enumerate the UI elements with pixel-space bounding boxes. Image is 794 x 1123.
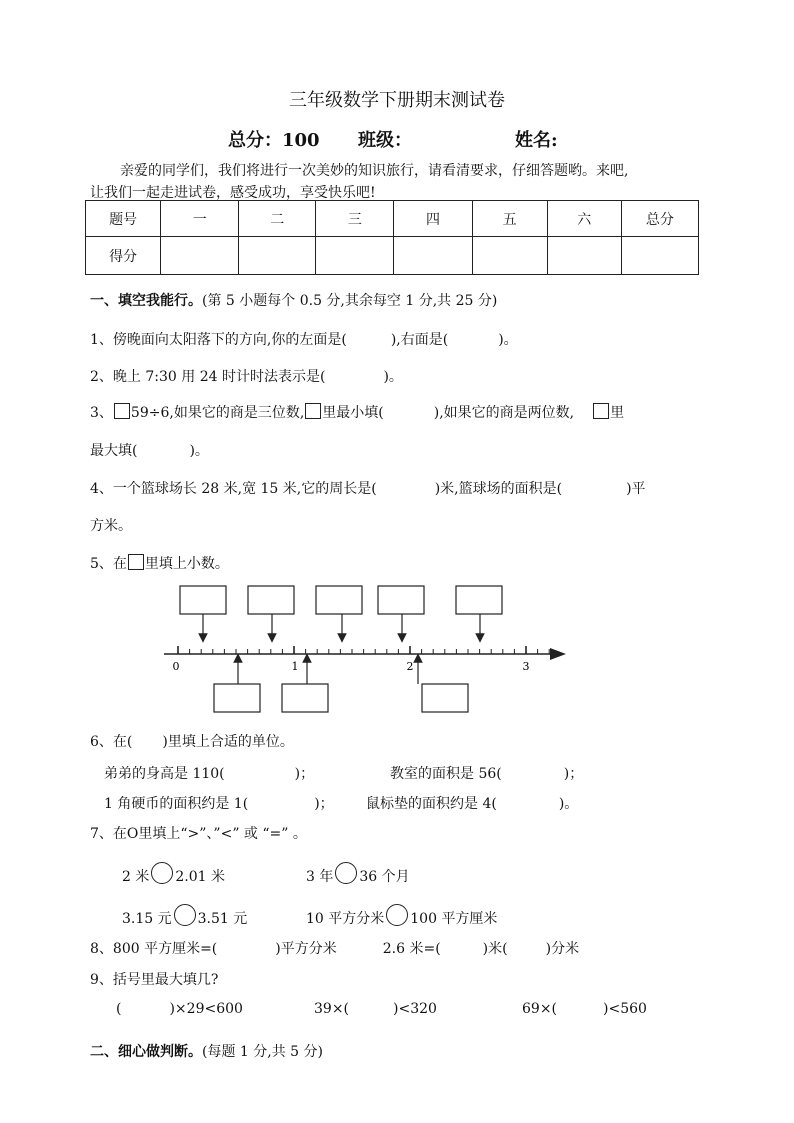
q6-text: )； — [563, 766, 584, 782]
table-header-cell: 三 — [316, 201, 394, 237]
q1-text: )。 — [498, 332, 518, 348]
compare-circle[interactable] — [335, 862, 357, 884]
q5-text: 5、在 — [90, 556, 127, 572]
q8-text: 2.6 米=( — [382, 941, 441, 957]
score-cell[interactable] — [621, 237, 698, 275]
question-9-expr-3 — [522, 1001, 647, 1017]
q6-text: 6、在( — [90, 734, 133, 750]
question-1 — [90, 329, 518, 349]
bottom-answer-boxes — [214, 658, 468, 712]
compare-pair-4 — [306, 904, 497, 928]
table-header-cell: 二 — [239, 201, 316, 237]
q7-text: 3.51 元 — [197, 911, 248, 927]
table-header-cell: 五 — [472, 201, 547, 237]
q6-text: )里填上合适的单位。 — [162, 734, 294, 750]
question-6-row-1-right — [390, 763, 583, 783]
q7-text: 36 个月 — [359, 869, 410, 885]
score-cell[interactable] — [316, 237, 394, 275]
question-9-expr-2 — [314, 1001, 437, 1017]
q6-text: )； — [294, 766, 315, 782]
number-line-diagram — [150, 580, 580, 720]
answer-box[interactable] — [214, 684, 260, 712]
q3-text: 里 — [610, 405, 625, 421]
intro-line-2: 让我们一起走进试卷，感受成功，享受快乐吧! — [90, 185, 376, 201]
tick-label: 0 — [172, 660, 180, 673]
score-table-header-row — [86, 201, 699, 237]
question-3 — [90, 402, 624, 422]
q4-text: )平 — [626, 481, 646, 497]
question-8 — [90, 938, 579, 958]
q4-text: )米,篮球场的面积是( — [434, 481, 563, 497]
square-box[interactable] — [593, 403, 609, 419]
q7-text: 10 平方分米 — [306, 911, 385, 927]
q3-text: 59÷6,如果它的商是三位数, — [130, 405, 305, 421]
square-box — [128, 554, 144, 570]
compare-pair-3 — [122, 904, 247, 928]
name-label: 姓名: — [515, 130, 558, 151]
table-header-cell: 总分 — [621, 201, 698, 237]
q8-text: )平方分米 — [275, 941, 337, 957]
compare-circle[interactable] — [386, 904, 408, 926]
q9-text: 39×( — [314, 1001, 350, 1017]
q9-text: )<320 — [393, 1001, 437, 1017]
square-box[interactable] — [305, 403, 321, 419]
q7-text: 100 平方厘米 — [410, 911, 498, 927]
q7-text: 2.01 米 — [175, 869, 225, 885]
score-table-score-row — [86, 237, 699, 275]
answer-box[interactable] — [180, 586, 226, 614]
score-cell[interactable] — [394, 237, 472, 275]
score-cell[interactable] — [161, 237, 239, 275]
compare-circle[interactable] — [151, 862, 173, 884]
question-9: 9、括号里最大填几? — [90, 972, 219, 988]
tick-label: 2 — [406, 660, 414, 673]
q9-text: )<560 — [603, 1001, 647, 1017]
q3-text: 3、 — [90, 405, 113, 421]
tick-label: 3 — [522, 660, 530, 673]
number-line-ticks — [178, 646, 549, 654]
q3-text: )。 — [189, 443, 209, 459]
table-header-cell: 一 — [161, 201, 239, 237]
number-line-arrowhead — [550, 648, 566, 660]
q4-text: 4、一个篮球场长 28 米,宽 15 米,它的周长是( — [90, 481, 377, 497]
q6-text: 教室的面积是 56( — [390, 766, 502, 782]
question-2 — [90, 366, 403, 386]
top-answer-boxes — [180, 586, 502, 638]
square-box[interactable] — [114, 403, 130, 419]
question-4-line-2: 方米。 — [90, 518, 132, 534]
q8-text: )米( — [482, 941, 508, 957]
q9-text: )×29<600 — [169, 1001, 243, 1017]
q6-text: )。 — [558, 796, 579, 812]
section-1-title: 一、填空我能行。 — [90, 293, 202, 309]
class-label: 班级： — [358, 130, 412, 151]
score-cell[interactable] — [239, 237, 316, 275]
answer-box[interactable] — [316, 586, 362, 614]
answer-box[interactable] — [248, 586, 294, 614]
question-6 — [90, 731, 294, 751]
q7-text: 2 米 — [122, 869, 150, 885]
section-2-title: 二、细心做判断。 — [90, 1044, 202, 1060]
compare-circle[interactable] — [174, 904, 196, 926]
table-row-label: 得分 — [86, 237, 161, 275]
question-4 — [90, 478, 646, 498]
answer-box[interactable] — [456, 586, 502, 614]
q3-text: 最大填( — [90, 443, 138, 459]
answer-box[interactable] — [282, 684, 328, 712]
question-5 — [90, 553, 229, 573]
section-2-note: (每题 1 分,共 5 分) — [202, 1044, 323, 1060]
q7-text: 3 年 — [306, 869, 334, 885]
tick-label: 1 — [291, 660, 299, 673]
q6-text: 1 角硬币的面积约是 1( — [104, 796, 249, 812]
question-6-row-2-right — [366, 793, 578, 813]
table-header-cell: 六 — [547, 201, 621, 237]
compare-pair-2 — [306, 862, 410, 886]
question-7: 7、在O里填上“>”、”<” 或 “=” 。 — [90, 826, 307, 842]
q6-text: )； — [314, 796, 334, 812]
total-score-label: 总分：100 — [228, 130, 320, 151]
q6-text: 弟弟的身高是 110( — [104, 766, 225, 782]
intro-line-1: 亲爱的同学们，我们将进行一次美妙的知识旅行，请看清要求，仔细答题哟。来吧, — [120, 163, 629, 179]
q3-text: 里最小填( — [322, 405, 384, 421]
q1-text: ),右面是( — [390, 332, 449, 348]
compare-pair-1 — [122, 862, 225, 886]
table-header-cell: 题号 — [86, 201, 161, 237]
question-9-expr-1 — [116, 1001, 243, 1017]
q5-text: 里填上小数。 — [144, 556, 229, 572]
section-1-note: (第 5 小题每个 0.5 分,其余每空 1 分,共 25 分) — [202, 293, 498, 309]
question-6-row-1 — [104, 763, 314, 783]
q7-text: 3.15 元 — [122, 911, 172, 927]
q8-text: )分米 — [545, 941, 580, 957]
q8-text: 8、800 平方厘米=( — [90, 941, 218, 957]
q9-text: ( — [116, 1001, 122, 1017]
q6-text: 鼠标垫的面积约是 4( — [366, 796, 497, 812]
question-3-line-2 — [90, 440, 209, 460]
score-table — [85, 200, 699, 275]
q3-text: ),如果它的商是两位数, — [433, 405, 575, 421]
question-6-row-2 — [104, 793, 334, 813]
q9-text: 69×( — [522, 1001, 558, 1017]
answer-box[interactable] — [378, 586, 424, 614]
section-2-heading — [90, 1041, 323, 1061]
q2-text: )。 — [383, 369, 403, 385]
score-cell[interactable] — [547, 237, 621, 275]
section-1-heading — [90, 290, 497, 310]
page-title: 三年级数学下册期末测试卷 — [289, 90, 505, 111]
score-cell[interactable] — [472, 237, 547, 275]
answer-box[interactable] — [422, 684, 468, 712]
table-header-cell: 四 — [394, 201, 472, 237]
q2-text: 2、晚上 7:30 用 24 时计时法表示是( — [90, 369, 326, 385]
q1-text: 1、傍晚面向太阳落下的方向,你的左面是( — [90, 332, 347, 348]
